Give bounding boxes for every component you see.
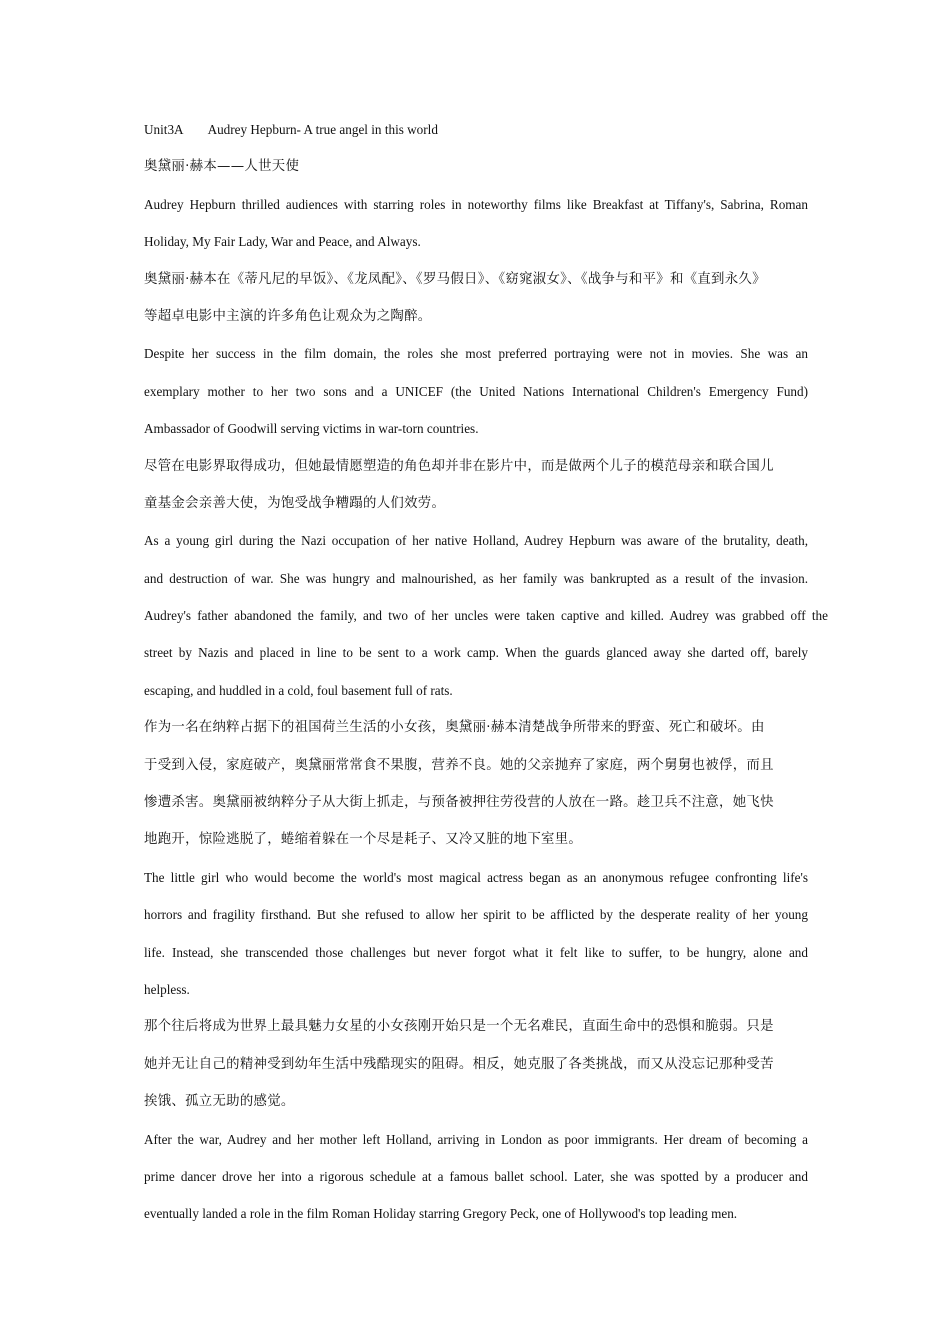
paragraph-line: After the war, Audrey and her mother left Holland, arriving in London as poor immigrants. Her dream of becoming a <box>144 1131 808 1147</box>
paragraph-line: 地跑开，惊险逃脱了，蜷缩着躲在一个尽是耗子、又冷又脏的地下室里。 <box>144 832 583 848</box>
title-text: Audrey Hepburn- A true angel in this world <box>207 122 438 137</box>
paragraph-line: 童基金会亲善大使，为饱受战争糟蹋的人们效劳。 <box>144 495 446 511</box>
paragraph-line: eventually landed a role in the film Roman Holiday starring Gregory Peck, one of Hollywood's top leading men. <box>144 1206 738 1222</box>
paragraph-line: helpless. <box>144 981 190 997</box>
paragraph-line: Holiday, My Fair Lady, War and Peace, and Always. <box>144 234 421 250</box>
paragraph-line: 惨遭杀害。奥黛丽被纳粹分子从大街上抓走，与预备被押往劳役营的人放在一路。趁卫兵不注意，她飞快 <box>144 795 774 811</box>
paragraph-line: 那个往后将成为世界上最具魅力女星的小女孩刚开始只是一个无名难民，直面生命中的恐惧和脆弱。只是 <box>144 1019 774 1035</box>
paragraph-line: Despite her success in the film domain, the roles she most preferred portraying were not in movies. She was an <box>144 346 808 362</box>
paragraph-line: 等超卓电影中主演的许多角色让观众为之陶醉。 <box>144 308 432 324</box>
paragraph-line: street by Nazis and placed in line to be sent to a work camp. When the guards glanced away she darted off, barely <box>144 645 808 661</box>
paragraph-line: Audrey Hepburn thrilled audiences with starring roles in noteworthy films like Breakfast at Tiffany's, Sabrina, Roman <box>144 196 808 212</box>
paragraph-line: escaping, and huddled in a cold, foul basement full of rats. <box>144 682 453 698</box>
paragraph-line: 挨饿、孤立无助的感觉。 <box>144 1094 295 1110</box>
paragraph-line: 作为一名在纳粹占据下的祖国荷兰生活的小女孩，奥黛丽·赫本清楚战争所带来的野蛮、死亡和破坏。由 <box>144 720 765 736</box>
paragraph-line: horrors and fragility firsthand. But she refused to allow her spirit to be afflicted by the desperate reality of her young <box>144 907 808 923</box>
paragraph-line: The little girl who would become the world's most magical actress began as an anonymous refugee confronting life's <box>144 869 808 885</box>
paragraph-line: 奥黛丽·赫本在《蒂凡尼的早饭》、《龙凤配》、《罗马假日》、《窈窕淑女》、《战争与和平》和《直到永久》 <box>144 271 766 287</box>
unit-label: Unit3A <box>144 122 184 137</box>
document-title <box>144 111 808 148</box>
paragraph-line: 于受到入侵，家庭破产，奥黛丽常常食不果腹，营养不良。她的父亲抛弃了家庭，两个舅舅也被俘，而且 <box>144 757 774 773</box>
paragraph-line: life. Instead, she transcended those challenges but never forgot what it felt like to suffer, to be hungry, alone and <box>144 944 808 960</box>
paragraph-line: and destruction of war. She was hungry and malnourished, as her family was bankrupted as a result of the invasion. <box>144 570 808 586</box>
chinese-subtitle: 奥黛丽·赫本——人世天使 <box>144 159 300 175</box>
paragraph-line: Ambassador of Goodwill serving victims in war-torn countries. <box>144 421 479 437</box>
paragraph-line: prime dancer drove her into a rigorous schedule at a famous ballet school. Later, she was spotted by a producer and <box>144 1168 808 1184</box>
paragraph-line: As a young girl during the Nazi occupation of her native Holland, Audrey Hepburn was aware of the brutality, death, <box>144 533 808 549</box>
document-body <box>144 111 828 1233</box>
paragraph-line: exemplary mother to her two sons and a UNICEF (the United Nations International Children's Emergency Fund) <box>144 383 808 399</box>
paragraph-line: Audrey's father abandoned the family, and two of her uncles were taken captive and killed. Audrey was grabbed off the <box>144 608 828 624</box>
paragraph-line: 她并无让自己的精神受到幼年生活中残酷现实的阻碍。相反，她克服了各类挑战，而又从没忘记那种受苦 <box>144 1056 774 1072</box>
paragraph-line: 尽管在电影界取得成功，但她最情愿塑造的角色却并非在影片中，而是做两个儿子的模范母亲和联合国儿 <box>144 458 774 474</box>
